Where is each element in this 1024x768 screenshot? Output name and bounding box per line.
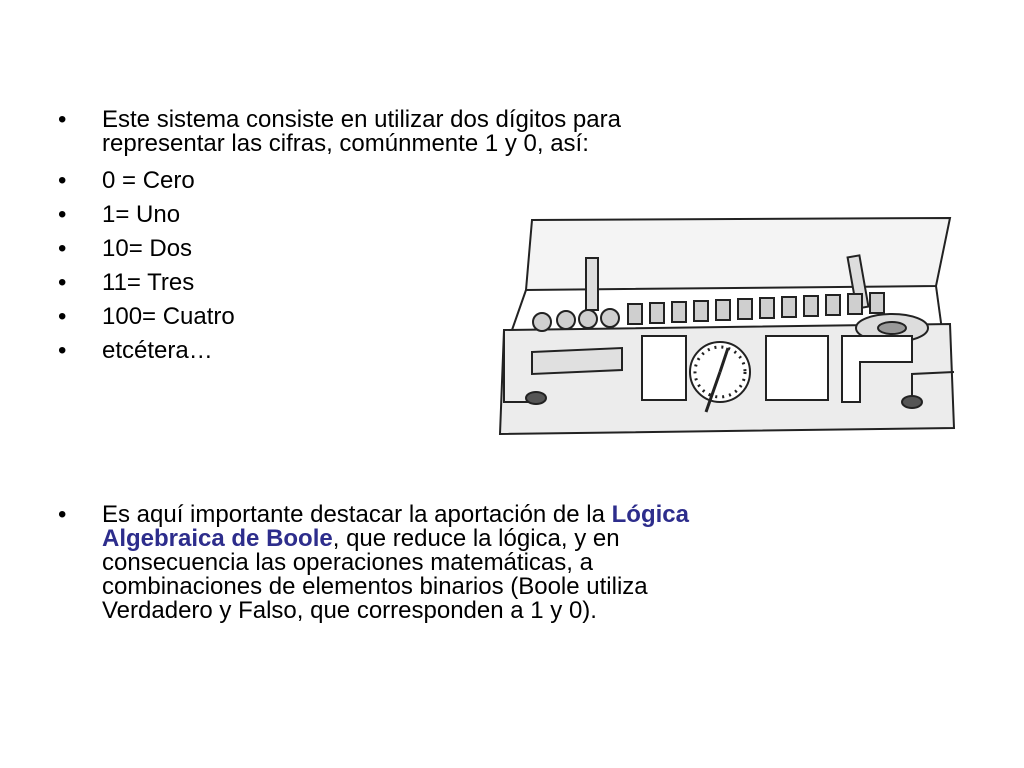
bullet-item-boole	[58, 503, 718, 623]
bullet-text: 10= Dos	[102, 235, 193, 262]
bullet-dot: •	[58, 167, 67, 194]
bullet-dot: •	[58, 303, 67, 330]
bullet-item	[58, 169, 718, 193]
bullet-dot: •	[58, 106, 67, 133]
bullet-dot: •	[58, 337, 67, 364]
bullet-text: 11= Tres	[102, 269, 195, 296]
bullet-text: 0 = Cero	[102, 167, 195, 194]
bullet-text: 100= Cuatro	[102, 303, 235, 330]
bullet-item	[58, 108, 718, 156]
boole-text-before: Es aquí importante destacar la aportación de la	[102, 501, 612, 528]
boole-highlight: Lógica Algebraica de Boole	[102, 501, 689, 552]
bullet-list-boole	[58, 503, 718, 623]
bullet-dot: •	[58, 201, 67, 228]
bullet-dot: •	[58, 501, 67, 528]
boole-text-after: , que reduce la lógica, y en consecuencia las operaciones matemáticas, a combinaciones de elementos binarios (Boole utiliza Verdadero y Falso, que corresponden a 1 y 0).	[102, 525, 648, 624]
calculating-machine-illustration	[492, 212, 958, 442]
bullet-dot: •	[58, 269, 67, 296]
bullet-text: etcétera…	[102, 337, 213, 364]
bullet-text: Este sistema consiste en utilizar dos dígitos para representar las cifras, comúnmente 1 y 0, así:	[102, 106, 621, 157]
bullet-dot: •	[58, 235, 67, 262]
bullet-text: 1= Uno	[102, 201, 181, 228]
